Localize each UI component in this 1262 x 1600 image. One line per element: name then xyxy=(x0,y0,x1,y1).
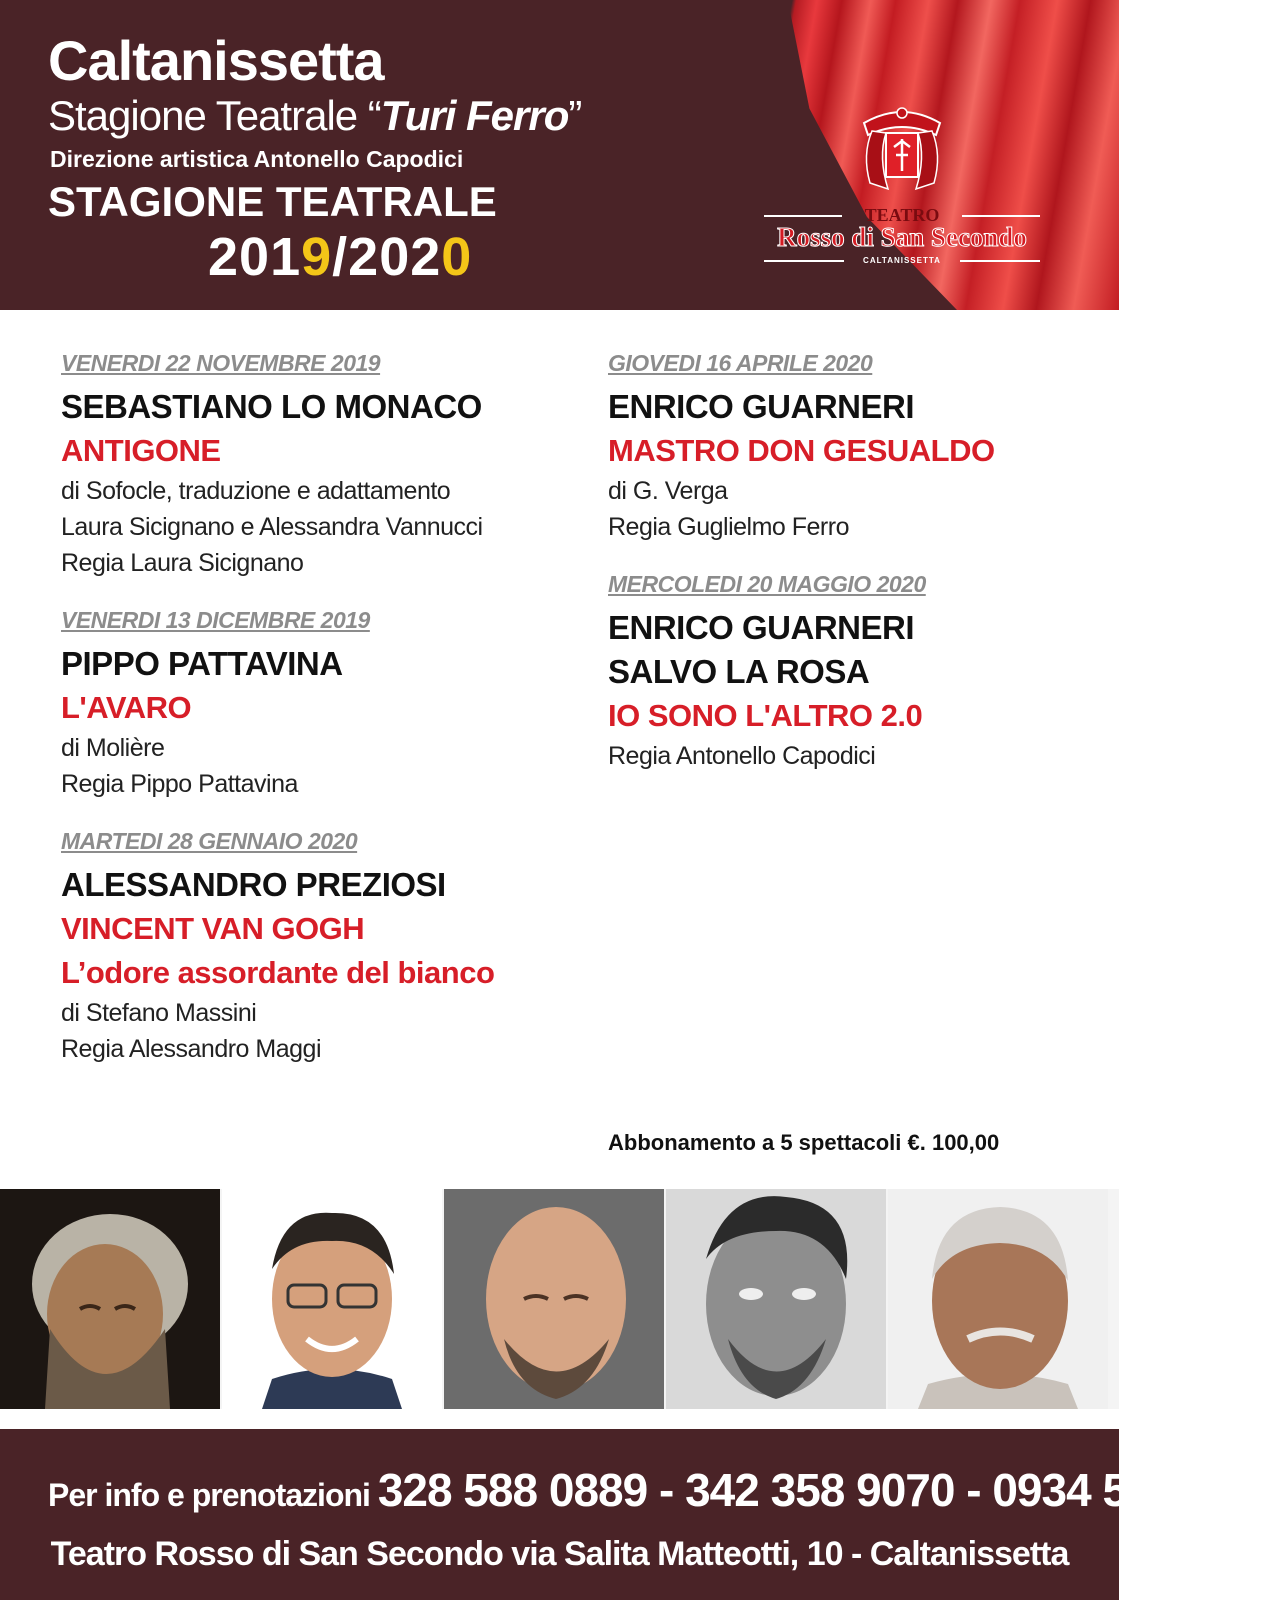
crest-icon xyxy=(858,105,946,195)
show-van-gogh xyxy=(61,828,581,1067)
info-line xyxy=(48,1463,1262,1517)
show-date: VENERDI 13 DICEMBRE 2019 xyxy=(61,607,370,633)
shows-right-column xyxy=(608,350,1088,800)
logo-city: CALTANISSETTA xyxy=(863,256,941,265)
show-title: ANTIGONE xyxy=(61,433,221,468)
show-title: L'AVARO xyxy=(61,690,192,725)
show-subtitle: L’odore assordante del bianco xyxy=(61,955,495,990)
show-lavaro xyxy=(61,607,581,802)
info-label: Per info e prenotazioni xyxy=(48,1477,378,1513)
logo-teatro: TEATRO xyxy=(864,205,940,225)
show-artist: ENRICO GUARNERI xyxy=(608,388,915,425)
show-artist: SEBASTIANO LO MONACO xyxy=(61,388,482,425)
show-director: Regia Antonello Capodici xyxy=(608,742,876,770)
show-antigone xyxy=(61,350,581,581)
show-date: VENERDI 22 NOVEMBRE 2019 xyxy=(61,350,381,376)
phone-numbers[interactable]: 328 588 0889 - 342 358 9070 - 0934 547 001 xyxy=(377,1464,1262,1516)
stagione-heading: STAGIONE TEATRALE xyxy=(48,178,497,225)
actor-photo-3 xyxy=(444,1189,664,1409)
show-director: Regia Alessandro Maggi xyxy=(61,1035,321,1063)
footer-banner xyxy=(0,1429,1262,1600)
show-title: IO SONO L'ALTRO 2.0 xyxy=(608,698,923,733)
show-artist: PIPPO PATTAVINA xyxy=(61,645,343,682)
show-artist: ALESSANDRO PREZIOSI xyxy=(61,866,446,903)
show-date: GIOVEDI 16 APRILE 2020 xyxy=(608,350,873,376)
season-title: Stagione Teatrale “Turi Ferro” xyxy=(48,92,582,139)
theatre-logo xyxy=(752,105,1052,275)
city-title: Caltanissetta xyxy=(48,29,384,92)
show-artist-2: SALVO LA ROSA xyxy=(608,653,870,690)
season-year: 2019/2020 xyxy=(208,227,473,287)
show-title: MASTRO DON GESUALDO xyxy=(608,433,995,468)
logo-name: Rosso di San Secondo xyxy=(777,222,1027,252)
shows-left-column xyxy=(61,350,581,1093)
show-info: Laura Sicignano e Alessandra Vannucci xyxy=(61,513,483,541)
theatre-address: Teatro Rosso di San Secondo via Salita Matteotti, 10 - Caltanissetta xyxy=(50,1535,1069,1573)
show-info: di G. Verga xyxy=(608,477,728,505)
show-director: Regia Pippo Pattavina xyxy=(61,770,298,798)
show-info: di Molière xyxy=(61,734,165,762)
show-date: MARTEDI 28 GENNAIO 2020 xyxy=(61,828,358,854)
show-date: MERCOLEDI 20 MAGGIO 2020 xyxy=(608,571,926,597)
artistic-direction: Direzione artistica Antonello Capodici xyxy=(50,146,464,172)
actor-photo-1 xyxy=(0,1189,220,1409)
show-mastro-don-gesualdo xyxy=(608,350,1088,545)
actor-photo-4 xyxy=(666,1189,886,1409)
show-io-sono-laltro xyxy=(608,571,1088,774)
actor-photo-2 xyxy=(222,1189,442,1409)
actor-photo-strip xyxy=(0,1189,1119,1409)
show-artist: ENRICO GUARNERI xyxy=(608,609,915,646)
subscription-price: Abbonamento a 5 spettacoli €. 100,00 xyxy=(608,1130,1000,1155)
actor-photo-5 xyxy=(888,1189,1108,1409)
header-banner xyxy=(0,0,1119,310)
show-title: VINCENT VAN GOGH xyxy=(61,911,365,946)
show-director: Regia Guglielmo Ferro xyxy=(608,513,849,541)
show-director: Regia Laura Sicignano xyxy=(61,549,304,577)
show-info: di Stefano Massini xyxy=(61,999,257,1027)
show-info: di Sofocle, traduzione e adattamento xyxy=(61,477,451,505)
